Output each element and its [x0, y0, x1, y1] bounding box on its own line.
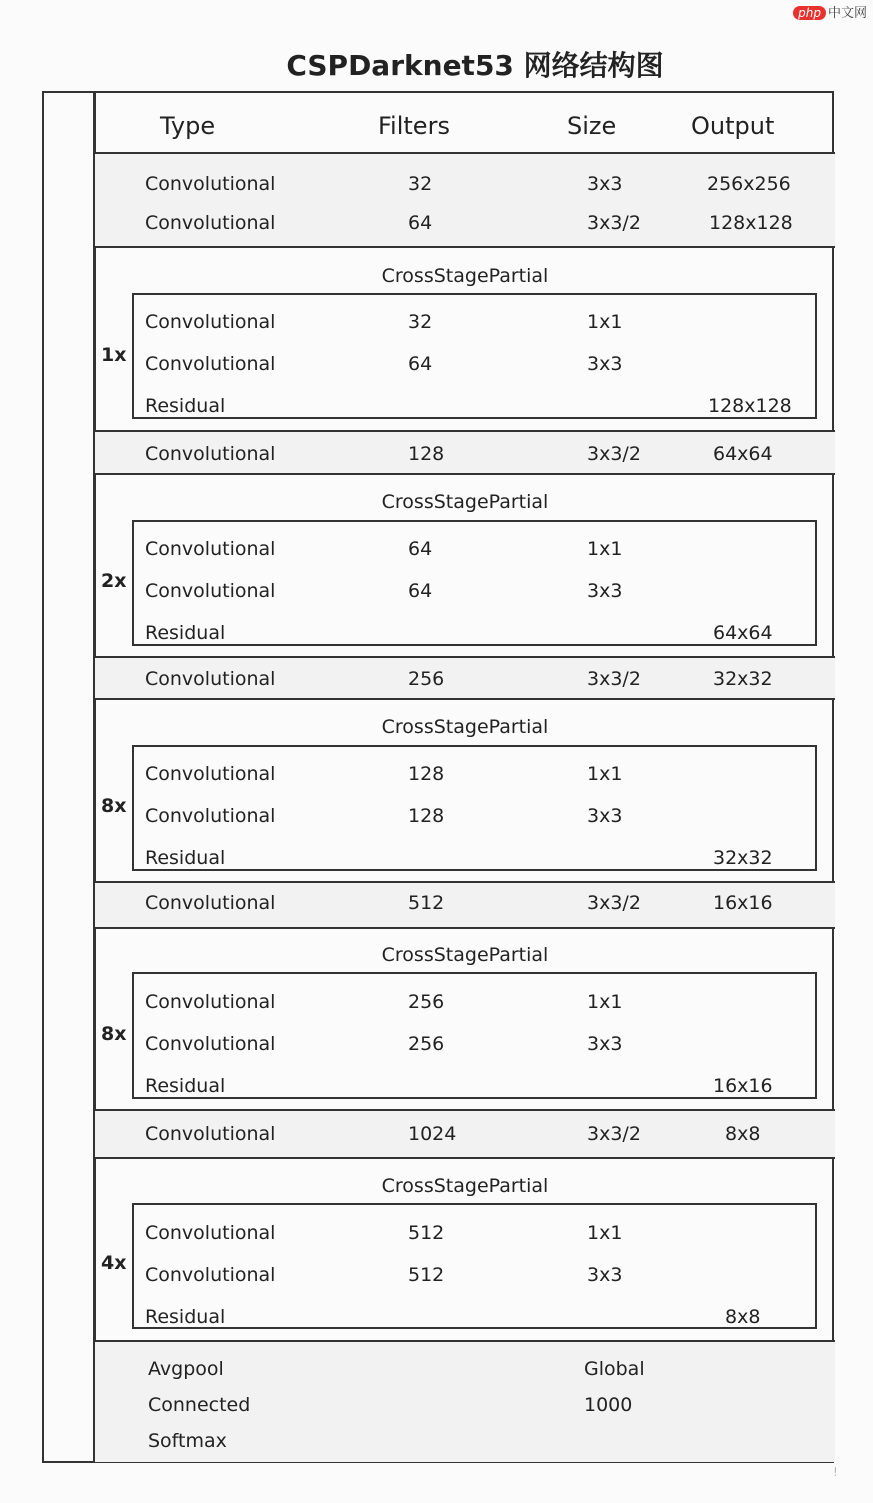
- down-2-size: 3x3/2: [587, 668, 641, 690]
- stage-4-row-2-size: 3x3: [587, 1033, 623, 1055]
- stage-4-residual: Residual: [145, 1075, 226, 1097]
- stem-row-2-filters: 64: [408, 212, 433, 234]
- stage-4-row-1-type: Convolutional: [145, 991, 276, 1013]
- stage-4-row-2-filters: 256: [408, 1033, 445, 1055]
- stage-1-residual: Residual: [145, 395, 226, 417]
- stage-4-row-2-type: Convolutional: [145, 1033, 276, 1055]
- stage-5-label: CrossStagePartial: [381, 1175, 549, 1197]
- stem-row-1-filters: 32: [408, 173, 433, 195]
- stage-1-repeat: 1x: [101, 344, 127, 366]
- stage-3-row-2-filters: 128: [408, 805, 445, 827]
- down-1-size: 3x3/2: [587, 443, 641, 465]
- stem-row-1-type: Convolutional: [145, 173, 276, 195]
- down-2-output: 32x32: [713, 668, 773, 690]
- down-3-divider: [95, 927, 835, 929]
- down-4-output: 8x8: [725, 1123, 761, 1145]
- down-4-filters: 1024: [408, 1123, 457, 1145]
- stage-5-row-1-type: Convolutional: [145, 1222, 276, 1244]
- down-1-type: Convolutional: [145, 443, 276, 465]
- stage-2-repeat: 2x: [101, 570, 127, 592]
- stem-row-2-size: 3x3/2: [587, 212, 641, 234]
- stage-4-row-1-filters: 256: [408, 991, 445, 1013]
- down-1-divider: [95, 473, 835, 475]
- site-logo: [793, 2, 867, 21]
- stage-1-row-2-size: 3x3: [587, 353, 623, 375]
- stage-1-label: CrossStagePartial: [381, 265, 549, 287]
- down-4-divider: [95, 1157, 835, 1159]
- stage-1-output: 128x128: [708, 395, 792, 417]
- stage-5-residual: Residual: [145, 1306, 226, 1328]
- stage-5-row-1-size: 1x1: [587, 1222, 623, 1244]
- down-3-size: 3x3/2: [587, 892, 641, 914]
- stage-3-row-1-size: 1x1: [587, 763, 623, 785]
- down-4-type: Convolutional: [145, 1123, 276, 1145]
- stage-5-row-2-filters: 512: [408, 1264, 445, 1286]
- stem-row-2-type: Convolutional: [145, 212, 276, 234]
- stage-3-row-2-size: 3x3: [587, 805, 623, 827]
- down-2-divider: [95, 698, 835, 700]
- stage-2-row-2-filters: 64: [408, 580, 433, 602]
- down-3-filters: 512: [408, 892, 445, 914]
- header-filters: Filters: [378, 112, 450, 140]
- stage-5-row-1-filters: 512: [408, 1222, 445, 1244]
- stage-2-row-2-size: 3x3: [587, 580, 623, 602]
- stage-1-row-1-type: Convolutional: [145, 311, 276, 333]
- stage-4-label: CrossStagePartial: [381, 944, 549, 966]
- stage-5-output: 8x8: [725, 1306, 761, 1328]
- head-row-1-size: Global: [584, 1358, 645, 1380]
- down-1-output: 64x64: [713, 443, 773, 465]
- head-row-2-type: Connected: [148, 1394, 251, 1416]
- header-size: Size: [567, 112, 617, 140]
- down-2-filters: 256: [408, 668, 445, 690]
- stage-2-residual: Residual: [145, 622, 226, 644]
- repeat-column-divider: [93, 91, 96, 1463]
- stage-5-row-2-size: 3x3: [587, 1264, 623, 1286]
- stage-3-repeat: 8x: [101, 795, 127, 817]
- stage-1-row-1-size: 1x1: [587, 311, 623, 333]
- corner-mark: !: [833, 1465, 838, 1479]
- logo-badge: php: [793, 6, 826, 20]
- stage-2-label: CrossStagePartial: [381, 491, 549, 513]
- stage-2-row-1-type: Convolutional: [145, 538, 276, 560]
- stem-row-2-output: 128x128: [709, 212, 793, 234]
- stage-1-row-2-type: Convolutional: [145, 353, 276, 375]
- down-3-type: Convolutional: [145, 892, 276, 914]
- stage-1-row-1-filters: 32: [408, 311, 433, 333]
- stage-2-row-1-filters: 64: [408, 538, 433, 560]
- stage-4-output: 16x16: [713, 1075, 773, 1097]
- stage-3-label: CrossStagePartial: [381, 716, 549, 738]
- down-1-filters: 128: [408, 443, 445, 465]
- down-4-size: 3x3/2: [587, 1123, 641, 1145]
- stem-divider: [95, 246, 835, 248]
- stage-1-row-2-filters: 64: [408, 353, 433, 375]
- header-type: Type: [160, 112, 216, 140]
- stage-4-row-1-size: 1x1: [587, 991, 623, 1013]
- stage-3-row-1-filters: 128: [408, 763, 445, 785]
- stem-row-1-output: 256x256: [707, 173, 791, 195]
- header-output: Output: [691, 112, 775, 140]
- stage-2-row-1-size: 1x1: [587, 538, 623, 560]
- stage-3-row-2-type: Convolutional: [145, 805, 276, 827]
- stage-4-repeat: 8x: [101, 1023, 127, 1045]
- stem-row-1-size: 3x3: [587, 173, 623, 195]
- stage-2-output: 64x64: [713, 622, 773, 644]
- stage-3-output: 32x32: [713, 847, 773, 869]
- stage-2-row-2-type: Convolutional: [145, 580, 276, 602]
- stage-3-row-1-type: Convolutional: [145, 763, 276, 785]
- head-row-2-size: 1000: [584, 1394, 633, 1416]
- stage-3-residual: Residual: [145, 847, 226, 869]
- stage-5-row-2-type: Convolutional: [145, 1264, 276, 1286]
- head-row-1-type: Avgpool: [148, 1358, 224, 1380]
- logo-text: 中文网: [827, 6, 867, 21]
- down-3-output: 16x16: [713, 892, 773, 914]
- down-2-type: Convolutional: [145, 668, 276, 690]
- stage-5-repeat: 4x: [101, 1252, 127, 1274]
- head-row-3-type: Softmax: [148, 1430, 227, 1452]
- diagram-title: CSPDarknet53 网络结构图: [286, 49, 664, 82]
